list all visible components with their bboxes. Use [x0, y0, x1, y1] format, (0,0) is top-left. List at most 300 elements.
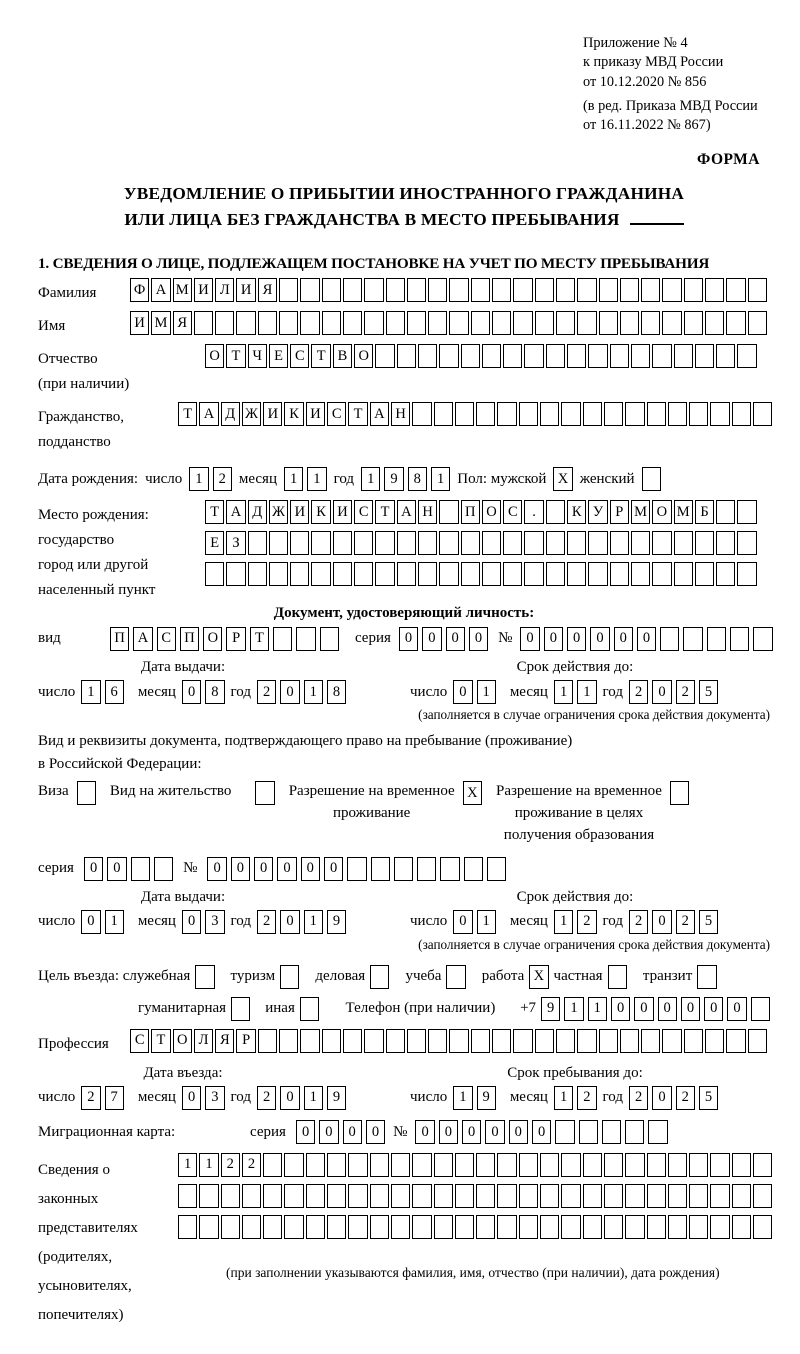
purpose-business-checkbox[interactable]	[370, 965, 389, 989]
char-box[interactable]	[386, 1029, 405, 1053]
char-box[interactable]: 6	[105, 680, 124, 704]
char-box[interactable]	[647, 402, 666, 426]
char-box[interactable]	[625, 1120, 644, 1144]
char-box[interactable]: Е	[205, 531, 224, 555]
char-box[interactable]: Н	[391, 402, 410, 426]
char-box[interactable]	[556, 311, 575, 335]
char-box[interactable]	[567, 344, 586, 368]
char-box[interactable]	[284, 1215, 303, 1239]
identity-valid-month-boxes[interactable]	[554, 680, 597, 704]
char-box[interactable]: 0	[324, 857, 343, 881]
char-box[interactable]	[567, 531, 586, 555]
char-box[interactable]	[668, 1184, 687, 1208]
char-box[interactable]: 1	[178, 1153, 197, 1177]
char-box[interactable]	[221, 1184, 240, 1208]
birth-month-boxes[interactable]	[284, 467, 327, 491]
char-box[interactable]	[279, 311, 298, 335]
char-box[interactable]	[440, 857, 459, 881]
char-box[interactable]	[290, 531, 309, 555]
char-box[interactable]	[662, 278, 681, 302]
char-box[interactable]: 0	[280, 680, 299, 704]
char-box[interactable]	[503, 531, 522, 555]
char-box[interactable]: С	[157, 627, 176, 651]
char-box[interactable]: М	[674, 500, 693, 524]
char-box[interactable]: М	[173, 278, 192, 302]
char-box[interactable]	[487, 857, 506, 881]
char-box[interactable]	[668, 1153, 687, 1177]
identity-valid-year-boxes[interactable]	[629, 680, 718, 704]
char-box[interactable]: 7	[105, 1086, 124, 1110]
char-box[interactable]	[674, 344, 693, 368]
char-box[interactable]	[599, 311, 618, 335]
char-box[interactable]: Ч	[248, 344, 267, 368]
char-box[interactable]	[631, 531, 650, 555]
char-box[interactable]	[397, 531, 416, 555]
char-box[interactable]	[668, 1215, 687, 1239]
option-temp-residence-education[interactable]	[496, 781, 689, 846]
char-box[interactable]: А	[133, 627, 152, 651]
char-box[interactable]: Р	[226, 627, 245, 651]
char-box[interactable]: И	[263, 402, 282, 426]
char-box[interactable]: Л	[215, 278, 234, 302]
char-box[interactable]	[620, 278, 639, 302]
char-box[interactable]: 0	[81, 910, 100, 934]
char-box[interactable]	[333, 562, 352, 586]
char-box[interactable]	[461, 531, 480, 555]
char-box[interactable]: Т	[226, 344, 245, 368]
char-box[interactable]	[407, 311, 426, 335]
char-box[interactable]: 8	[327, 680, 346, 704]
char-box[interactable]	[370, 965, 389, 989]
char-box[interactable]	[322, 278, 341, 302]
char-box[interactable]: 0	[532, 1120, 551, 1144]
char-box[interactable]: 0	[296, 1120, 315, 1144]
char-box[interactable]	[577, 278, 596, 302]
char-box[interactable]: 1	[453, 1086, 472, 1110]
char-box[interactable]	[296, 627, 315, 651]
char-box[interactable]	[418, 531, 437, 555]
char-box[interactable]	[684, 1029, 703, 1053]
char-box[interactable]: А	[370, 402, 389, 426]
char-box[interactable]	[695, 344, 714, 368]
char-box[interactable]	[546, 562, 565, 586]
purpose-study-checkbox[interactable]	[446, 965, 465, 989]
char-box[interactable]	[732, 402, 751, 426]
char-box[interactable]: 0	[567, 627, 586, 651]
char-box[interactable]: Б	[695, 500, 714, 524]
char-box[interactable]	[375, 531, 394, 555]
char-box[interactable]	[647, 1215, 666, 1239]
char-box[interactable]	[753, 1215, 772, 1239]
char-box[interactable]: Р	[236, 1029, 255, 1053]
char-box[interactable]	[386, 278, 405, 302]
char-box[interactable]	[556, 278, 575, 302]
char-box[interactable]	[391, 1215, 410, 1239]
char-box[interactable]	[602, 1120, 621, 1144]
char-box[interactable]: Т	[311, 344, 330, 368]
char-box[interactable]	[689, 1153, 708, 1177]
char-box[interactable]: К	[284, 402, 303, 426]
char-box[interactable]: И	[333, 500, 352, 524]
char-box[interactable]: А	[151, 278, 170, 302]
char-box[interactable]	[620, 311, 639, 335]
char-box[interactable]	[471, 311, 490, 335]
char-box[interactable]: 0	[614, 627, 633, 651]
purpose-other-checkbox[interactable]	[300, 997, 319, 1021]
char-box[interactable]: Т	[205, 500, 224, 524]
char-box[interactable]	[668, 402, 687, 426]
residence-issue-year-boxes[interactable]	[257, 910, 346, 934]
char-box[interactable]: 0	[681, 997, 700, 1021]
char-box[interactable]	[375, 344, 394, 368]
char-box[interactable]: Я	[258, 278, 277, 302]
char-box[interactable]	[154, 857, 173, 881]
char-box[interactable]: 0	[277, 857, 296, 881]
char-box[interactable]	[726, 278, 745, 302]
char-box[interactable]	[439, 562, 458, 586]
char-box[interactable]: 2	[577, 910, 596, 934]
char-box[interactable]: П	[110, 627, 129, 651]
char-box[interactable]: 0	[399, 627, 418, 651]
char-box[interactable]: С	[354, 500, 373, 524]
residence-valid-day-boxes[interactable]	[453, 910, 496, 934]
char-box[interactable]	[364, 1029, 383, 1053]
char-box[interactable]	[732, 1215, 751, 1239]
char-box[interactable]: 9	[384, 467, 403, 491]
char-box[interactable]: 0	[485, 1120, 504, 1144]
char-box[interactable]	[131, 857, 150, 881]
char-box[interactable]: 9	[477, 1086, 496, 1110]
char-box[interactable]: 2	[257, 680, 276, 704]
char-box[interactable]	[588, 531, 607, 555]
char-box[interactable]	[577, 1029, 596, 1053]
char-box[interactable]	[524, 531, 543, 555]
char-box[interactable]	[364, 278, 383, 302]
char-box[interactable]: Т	[375, 500, 394, 524]
char-box[interactable]	[407, 1029, 426, 1053]
char-box[interactable]: 2	[676, 910, 695, 934]
char-box[interactable]	[737, 500, 756, 524]
char-box[interactable]	[273, 627, 292, 651]
char-box[interactable]	[674, 562, 693, 586]
char-box[interactable]: А	[226, 500, 245, 524]
char-box[interactable]	[519, 1215, 538, 1239]
char-box[interactable]: 1	[284, 467, 303, 491]
char-box[interactable]: П	[461, 500, 480, 524]
purpose-work-checkbox[interactable]	[529, 965, 548, 989]
char-box[interactable]: 0	[254, 857, 273, 881]
char-box[interactable]: 2	[577, 1086, 596, 1110]
char-box[interactable]	[199, 1215, 218, 1239]
char-box[interactable]: 9	[541, 997, 560, 1021]
char-box[interactable]: 1	[105, 910, 124, 934]
char-box[interactable]: А	[397, 500, 416, 524]
char-box[interactable]	[221, 1215, 240, 1239]
char-box[interactable]	[343, 1029, 362, 1053]
char-box[interactable]	[555, 1120, 574, 1144]
char-box[interactable]	[716, 344, 735, 368]
char-box[interactable]	[263, 1153, 282, 1177]
char-box[interactable]	[497, 1153, 516, 1177]
char-box[interactable]	[599, 278, 618, 302]
char-box[interactable]	[476, 1215, 495, 1239]
char-box[interactable]: С	[503, 500, 522, 524]
char-box[interactable]: 0	[637, 627, 656, 651]
char-box[interactable]: .	[524, 500, 543, 524]
char-box[interactable]	[519, 1153, 538, 1177]
char-box[interactable]: 0	[84, 857, 103, 881]
char-box[interactable]	[753, 1153, 772, 1177]
char-box[interactable]: 1	[431, 467, 450, 491]
char-box[interactable]: В	[333, 344, 352, 368]
char-box[interactable]	[647, 1184, 666, 1208]
char-box[interactable]	[464, 857, 483, 881]
char-box[interactable]	[418, 562, 437, 586]
residence-issue-month-boxes[interactable]	[182, 910, 225, 934]
char-box[interactable]	[730, 627, 749, 651]
char-box[interactable]	[320, 627, 339, 651]
char-box[interactable]	[503, 344, 522, 368]
option-residence-permit[interactable]	[110, 781, 275, 805]
char-box[interactable]	[434, 1215, 453, 1239]
char-box[interactable]	[726, 1029, 745, 1053]
char-box[interactable]	[248, 562, 267, 586]
char-box[interactable]: 9	[327, 1086, 346, 1110]
char-box[interactable]	[439, 500, 458, 524]
char-box[interactable]	[604, 1153, 623, 1177]
char-box[interactable]	[583, 1184, 602, 1208]
char-box[interactable]	[284, 1184, 303, 1208]
char-box[interactable]	[631, 562, 650, 586]
char-box[interactable]	[513, 311, 532, 335]
char-box[interactable]	[684, 311, 703, 335]
char-box[interactable]	[279, 278, 298, 302]
char-box[interactable]: 0	[415, 1120, 434, 1144]
char-box[interactable]	[689, 1215, 708, 1239]
char-box[interactable]: 0	[182, 680, 201, 704]
char-box[interactable]: 1	[477, 680, 496, 704]
char-box[interactable]: 5	[699, 1086, 718, 1110]
char-box[interactable]	[748, 278, 767, 302]
char-box[interactable]: 1	[564, 997, 583, 1021]
char-box[interactable]	[77, 781, 96, 805]
char-box[interactable]	[540, 402, 559, 426]
residence-valid-month-boxes[interactable]	[554, 910, 597, 934]
char-box[interactable]	[327, 1215, 346, 1239]
char-box[interactable]	[567, 562, 586, 586]
char-box[interactable]: 5	[699, 910, 718, 934]
char-box[interactable]: М	[151, 311, 170, 335]
char-box[interactable]: И	[290, 500, 309, 524]
char-box[interactable]	[343, 311, 362, 335]
char-box[interactable]	[269, 531, 288, 555]
char-box[interactable]	[662, 311, 681, 335]
char-box[interactable]	[546, 531, 565, 555]
char-box[interactable]	[540, 1215, 559, 1239]
char-box[interactable]	[258, 1029, 277, 1053]
char-box[interactable]: 1	[304, 680, 323, 704]
char-box[interactable]	[662, 1029, 681, 1053]
char-box[interactable]: 1	[361, 467, 380, 491]
identity-kind-boxes[interactable]	[110, 627, 339, 651]
char-box[interactable]: X	[553, 467, 572, 491]
char-box[interactable]: 0	[658, 997, 677, 1021]
char-box[interactable]	[535, 311, 554, 335]
char-box[interactable]	[652, 562, 671, 586]
char-box[interactable]: 0	[652, 680, 671, 704]
char-box[interactable]	[519, 1184, 538, 1208]
char-box[interactable]	[476, 1153, 495, 1177]
char-box[interactable]	[737, 562, 756, 586]
char-box[interactable]	[660, 627, 679, 651]
char-box[interactable]	[710, 1184, 729, 1208]
char-box[interactable]	[684, 278, 703, 302]
char-box[interactable]	[641, 1029, 660, 1053]
char-box[interactable]: О	[203, 627, 222, 651]
char-box[interactable]	[695, 562, 714, 586]
char-box[interactable]	[540, 1184, 559, 1208]
char-box[interactable]	[455, 1215, 474, 1239]
char-box[interactable]: Т	[348, 402, 367, 426]
char-box[interactable]	[300, 997, 319, 1021]
char-box[interactable]: 8	[205, 680, 224, 704]
char-box[interactable]	[311, 562, 330, 586]
purpose-private-checkbox[interactable]	[608, 965, 627, 989]
char-box[interactable]	[753, 1184, 772, 1208]
char-box[interactable]: Д	[248, 500, 267, 524]
char-box[interactable]	[455, 1153, 474, 1177]
char-box[interactable]: Л	[194, 1029, 213, 1053]
char-box[interactable]: 0	[343, 1120, 362, 1144]
char-box[interactable]: М	[631, 500, 650, 524]
char-box[interactable]: 2	[676, 1086, 695, 1110]
char-box[interactable]	[631, 344, 650, 368]
char-box[interactable]	[641, 311, 660, 335]
char-box[interactable]: Ф	[130, 278, 149, 302]
char-box[interactable]	[311, 531, 330, 555]
migration-series-boxes[interactable]	[296, 1120, 385, 1144]
char-box[interactable]	[306, 1215, 325, 1239]
char-box[interactable]: 2	[221, 1153, 240, 1177]
char-box[interactable]	[391, 1153, 410, 1177]
char-box[interactable]: 0	[446, 627, 465, 651]
char-box[interactable]: 0	[107, 857, 126, 881]
char-box[interactable]	[610, 562, 629, 586]
identity-number-boxes[interactable]	[520, 627, 772, 651]
option-temp-residence[interactable]	[289, 781, 482, 825]
char-box[interactable]	[354, 562, 373, 586]
purpose-official-checkbox[interactable]	[195, 965, 214, 989]
char-box[interactable]	[588, 562, 607, 586]
char-box[interactable]: 1	[81, 680, 100, 704]
char-box[interactable]: К	[567, 500, 586, 524]
char-box[interactable]	[625, 402, 644, 426]
char-box[interactable]	[397, 562, 416, 586]
char-box[interactable]: 3	[205, 1086, 224, 1110]
char-box[interactable]	[449, 278, 468, 302]
char-box[interactable]	[215, 311, 234, 335]
char-box[interactable]: О	[173, 1029, 192, 1053]
stay-year-boxes[interactable]	[629, 1086, 718, 1110]
char-box[interactable]: 0	[366, 1120, 385, 1144]
char-box[interactable]: Е	[269, 344, 288, 368]
stay-day-boxes[interactable]	[453, 1086, 496, 1110]
char-box[interactable]: 1	[554, 680, 573, 704]
char-box[interactable]	[370, 1215, 389, 1239]
char-box[interactable]: 0	[301, 857, 320, 881]
char-box[interactable]: О	[205, 344, 224, 368]
char-box[interactable]	[327, 1184, 346, 1208]
char-box[interactable]: О	[482, 500, 501, 524]
char-box[interactable]: 0	[520, 627, 539, 651]
stay-month-boxes[interactable]	[554, 1086, 597, 1110]
char-box[interactable]	[418, 344, 437, 368]
char-box[interactable]	[386, 311, 405, 335]
char-box[interactable]	[322, 311, 341, 335]
char-box[interactable]	[434, 402, 453, 426]
char-box[interactable]	[461, 562, 480, 586]
char-box[interactable]	[620, 1029, 639, 1053]
char-box[interactable]	[327, 1153, 346, 1177]
char-box[interactable]	[492, 278, 511, 302]
migration-number-boxes[interactable]	[415, 1120, 667, 1144]
char-box[interactable]	[269, 562, 288, 586]
char-box[interactable]	[476, 1184, 495, 1208]
char-box[interactable]	[695, 531, 714, 555]
char-box[interactable]: Я	[173, 311, 192, 335]
char-box[interactable]	[417, 857, 436, 881]
char-box[interactable]	[705, 1029, 724, 1053]
char-box[interactable]	[689, 1184, 708, 1208]
char-box[interactable]: 0	[439, 1120, 458, 1144]
char-box[interactable]	[588, 344, 607, 368]
char-box[interactable]: О	[652, 500, 671, 524]
residence-valid-year-boxes[interactable]	[629, 910, 718, 934]
char-box[interactable]	[710, 402, 729, 426]
char-box[interactable]	[670, 781, 689, 805]
char-box[interactable]: З	[226, 531, 245, 555]
char-box[interactable]	[370, 1153, 389, 1177]
char-box[interactable]	[439, 344, 458, 368]
char-box[interactable]: Д	[221, 402, 240, 426]
char-box[interactable]	[375, 562, 394, 586]
char-box[interactable]	[577, 311, 596, 335]
char-box[interactable]	[290, 562, 309, 586]
char-box[interactable]: 2	[257, 1086, 276, 1110]
char-box[interactable]	[407, 278, 426, 302]
char-box[interactable]	[279, 1029, 298, 1053]
option-visa[interactable]	[38, 781, 96, 805]
char-box[interactable]: X	[529, 965, 548, 989]
temp-residence-education-checkbox[interactable]	[670, 781, 689, 805]
char-box[interactable]: 2	[629, 910, 648, 934]
char-box[interactable]	[579, 1120, 598, 1144]
char-box[interactable]	[428, 1029, 447, 1053]
char-box[interactable]: Я	[215, 1029, 234, 1053]
char-box[interactable]: 2	[629, 1086, 648, 1110]
char-box[interactable]	[641, 278, 660, 302]
char-box[interactable]	[748, 1029, 767, 1053]
residence-issue-day-boxes[interactable]	[81, 910, 124, 934]
char-box[interactable]	[705, 311, 724, 335]
char-box[interactable]: 0	[280, 910, 299, 934]
char-box[interactable]	[751, 997, 770, 1021]
char-box[interactable]	[205, 562, 224, 586]
char-box[interactable]: 1	[554, 910, 573, 934]
char-box[interactable]: 0	[231, 857, 250, 881]
char-box[interactable]	[397, 344, 416, 368]
char-box[interactable]	[178, 1184, 197, 1208]
